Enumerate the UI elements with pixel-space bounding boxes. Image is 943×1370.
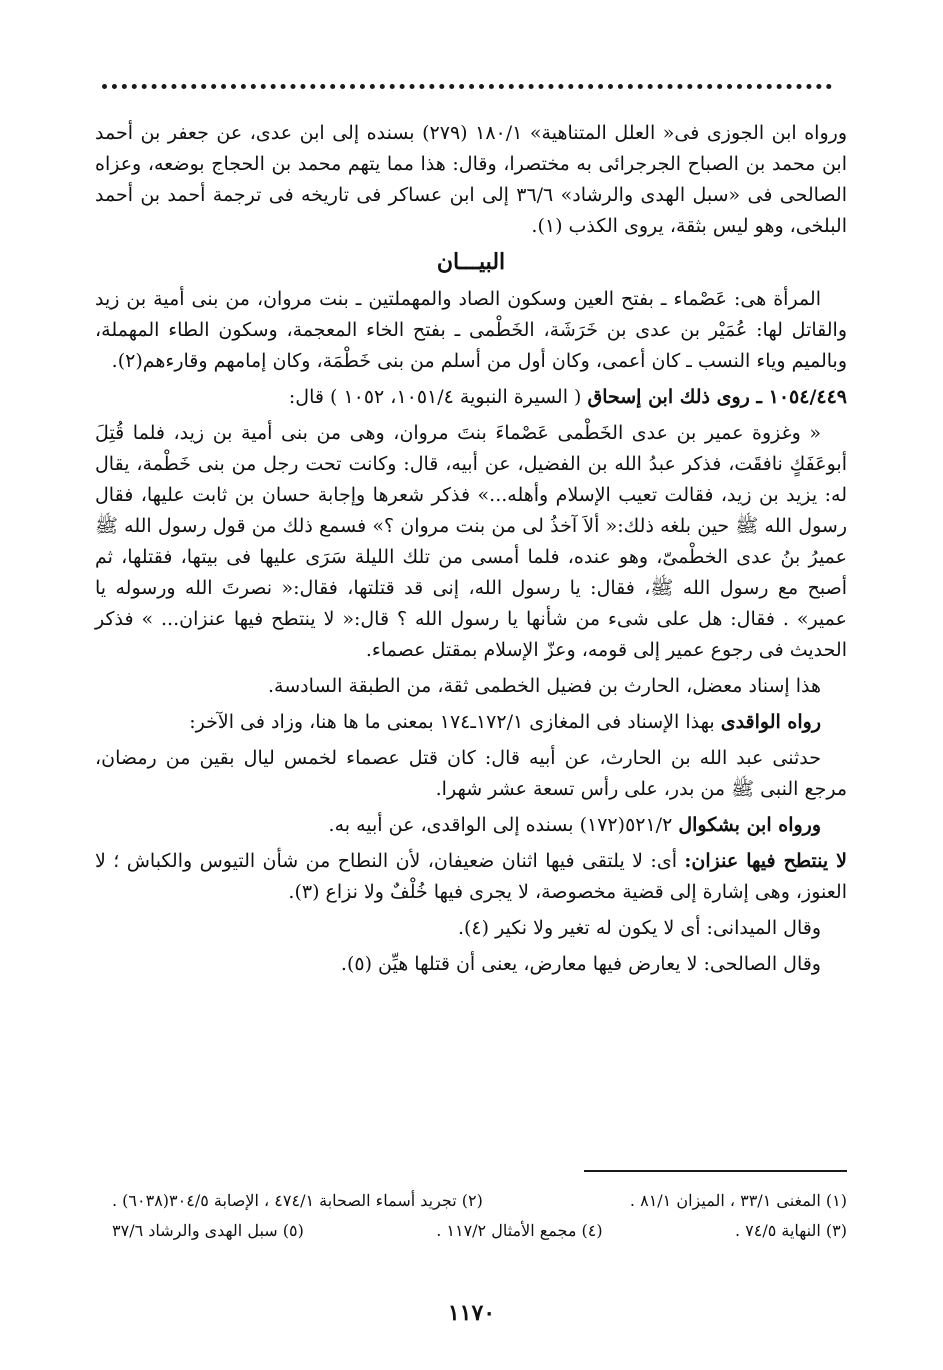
bashkuwal-label: ورواه ابن بشكوال	[678, 814, 821, 836]
section-heading: البيـــان	[436, 249, 506, 275]
footnote-5: (٥) سبل الهدى والرشاد ٣٧/٦	[112, 1221, 304, 1240]
hadith-source: ( السيرة النبوية ١٠٥١/٤، ١٠٥٢ ) قال:	[288, 386, 588, 408]
sharh-label: لا ينتطح فيها عنزان:	[684, 850, 848, 872]
salihi-paragraph: وقال الصالحى: لا يعارض فيها معارض، يعنى أن قتلها هيِّن (٥).	[340, 953, 821, 975]
dotted-separator	[102, 84, 832, 89]
hadith-heading	[95, 382, 847, 413]
maydani-paragraph: وقال الميدانى: أى لا يكون له تغير ولا نكير (٤).	[457, 917, 821, 939]
waqidi-label: رواه الواقدى	[720, 711, 821, 733]
hadith-number: ١٠٥٤/٤٤٩ ـ روى ذلك ابن إسحاق	[587, 386, 847, 408]
isnad-paragraph: هذا إسناد معضل، الحارث بن فضيل الخطمى ثقة، من الطبقة السادسة.	[267, 675, 821, 697]
main-text	[95, 118, 847, 985]
footnote-3: (٣) النهاية ٧٤/٥ .	[734, 1221, 847, 1240]
sharh-paragraph	[95, 846, 847, 908]
footnote-1: (١) المغنى ٣٣/١ ، الميزان ٨١/١ .	[629, 1191, 847, 1210]
bayan-paragraph: المرأة هى: عَصْماء ـ بفتح العين وسكون الصاد والمهملتين ـ بنت مروان، من بنى أمية بن زيد والقاتل لها: عُمَيْر بن عدى بن خَرَشَة، الخَطْمى ـ بفتح الخاء المعجمة، وسكون الطاء المهملة، وبالميم وياء النسب ـ كان أعمى، وكان أول من أسلم من بنى خَطْمَة، وكان إمامهم وقارءهم(٢).	[95, 288, 847, 372]
footnote-row	[112, 1186, 847, 1216]
footnote-rule	[584, 1170, 847, 1172]
sharh-text: أى: لا يلتقى فيها اثنان ضعيفان، لأن النطاح من شأن التيوس والكباش ؛ لا العنوز، وهى إشارة إلى قضية مخصوصة، لا يجرى فيها خُلْفٌ ولا نزاع (٣).	[95, 850, 847, 903]
intro-paragraph: ورواه ابن الجوزى فى« العلل المتناهية» ١٨٠/١ (٢٧٩) بسنده إلى ابن عدى، عن جعفر بن أحمد ابن محمد بن الصباح الجرجرائى به مختصرا، وقال: هذا مما يتهم محمد بن الحجاج بوضعه، وعزاه الصالحى فى «سبل الهدى والرشاد» ٣٦/٦ إلى ابن عساكر فى تاريخه فى ترجمة أحمد بن أحمد البلخى، وهو ليس بثقة، يروى الكذب (١).	[95, 122, 847, 237]
waqidi-text: بهذا الإسناد فى المغازى ١٧٢/١ـ١٧٤ بمعنى ما ها هنا، وزاد فى الآخر:	[189, 711, 721, 733]
footnote-2: (٢) تجريد أسماء الصحابة ٤٧٤/١ ، الإصابة ٣٠٤/٥(٦٠٣٨) .	[112, 1191, 483, 1210]
haddathani-paragraph: حدثنى عبد الله بن الحارث، عن أبيه قال: كان قتل عصماء لخمس ليال بقين من رمضان، مرجع النبى ﷺ من بدر، على رأس تسعة عشر شهرا.	[95, 747, 847, 800]
hadith-text: « وغزوة عمير بن عدى الخَطْمى عَصْماءَ بنتَ مروان، وهى من بنى أمية بن زيد، فلما قُتِلَ أبوعَفَكٍ نافقَت، فذكر عبدُ الله بن الفضيل، عن أبيه، قال: وكانت تحت رجل من بنى خَطْمة، يقال له: يزيد بن زيد، فقالت تعيب الإسلام وأهله...» فذكر شعرها وإجابة حسان بن ثابت عليها، فقال رسول الله ﷺ حين بلغه ذلك:« ألاَ آخذُ لى من بنت مروان ؟» فسمع ذلك من قول رسول الله ﷺ عميرُ بنُ عدى الخطْمىّ، وهو عنده، فلما أمسى من تلك الليلة سَرَى عليها فى بيتها، فقتلها، ثم أصبح مع رسول الله ﷺ، فقال: يا رسول الله، إنى قد قتلتها، فقال:« نصرتَ الله ورسوله يا عمير» . فقال: هل على شىء من شأنها يا رسول الله ؟ قال:« لا ينتطح فيها عنزان... » فذكر الحديث فى رجوع عمير إلى قومه، وعزّ الإسلام بمقتل عصماء.	[95, 422, 847, 661]
page-number: ١١٧٠	[447, 1300, 496, 1326]
bashkuwal-paragraph	[95, 810, 847, 841]
footnote-row	[112, 1216, 847, 1246]
footnote-4: (٤) مجمع الأمثال ١١٧/٢ .	[436, 1221, 603, 1240]
waqidi-paragraph	[95, 707, 847, 738]
footnotes	[112, 1186, 847, 1246]
bashkuwal-text: ٥٢١/٢(١٧٢) بسنده إلى الواقدى، عن أبيه به.	[328, 814, 679, 836]
